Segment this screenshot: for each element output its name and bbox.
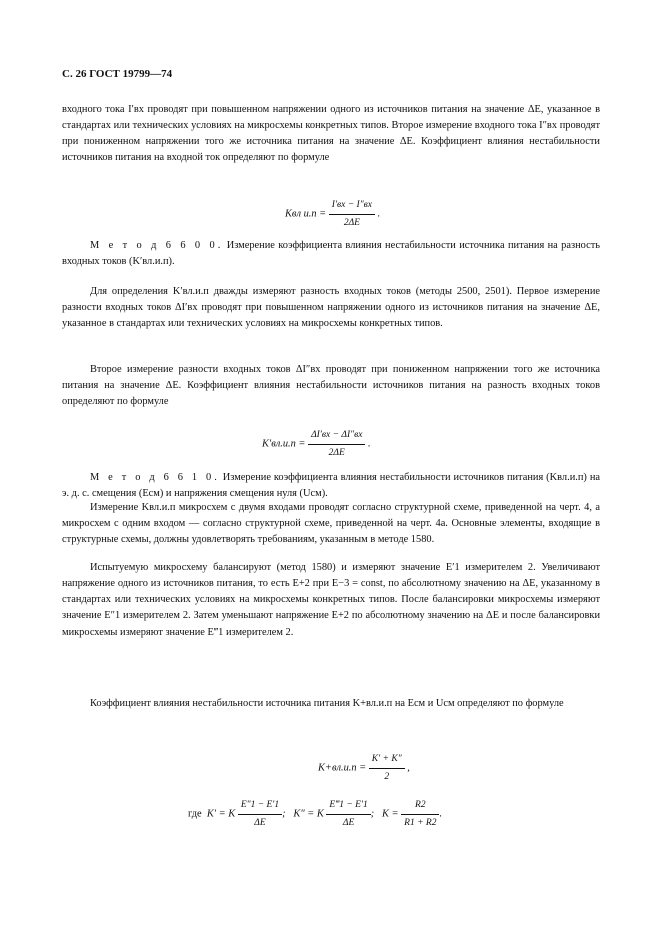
paragraph-difference-definition: Для определения K′вл.и.п дважды измеряют разность входных токов (методы 2500, 2501). Первое измерение разности входных токов ΔI′вх проводят при повышенном напряжении одного из источников питания на значение ΔE, указанное в стандартах или технических условиях на микросхемы конкретных типов. (62, 286, 600, 330)
formula-difference-coefficient (262, 428, 371, 460)
method-6600-text: Измерение коэффициента влияния нестабильности источника питания на разность входных токов (K′вл.и.п). (62, 240, 600, 268)
formula-denominator: 2 (384, 771, 390, 782)
k-double-prime-numerator: E‴1 − E′1 (326, 798, 370, 815)
paragraph-coefficient-intro: Коэффициент влияния нестабильности источника питания K+вл.и.п на Eсм и Uсм определяют по формуле (90, 698, 564, 709)
formula-fraction (308, 428, 365, 460)
paragraph-method-6600 (62, 238, 600, 270)
k-prime-denominator: ΔE (254, 817, 266, 828)
k-lhs: K = (382, 808, 399, 820)
k-prime-numerator: E″1 − E′1 (238, 798, 282, 815)
formula-numerator: I′вх − I″вх (329, 198, 375, 215)
where-label: где (188, 808, 202, 820)
k-prime-tail: ; (282, 808, 286, 820)
k-double-prime-fraction (326, 798, 370, 830)
paragraph-balancing: Испытуемую микросхему балансируют (метод 1580) и измеряют значение E′1 измерителем 2. Увеличивают напряжение одного из источников питания, то есть E+2 при E−3 = const, по абсолютному значению на ΔE, указанному в стандартах или технических условиях на микросхемы конкретных типов. После балансировки микросхемы измеряют значение E″1 измерителем 2. Затем уменьшают напряжение E+2 по абсолютному значению на ΔE и после балансировки микросхемы измеряют значение E‴1 измерителем 2. (62, 562, 600, 638)
formula-denominator: 2ΔE (343, 217, 360, 228)
method-6610-text: Измерение коэффициента влияния нестабильности источников питания (Kвл.и.п) на э. д. с. смещения (Eсм) и напряжения смещения нуля (Uсм). (62, 472, 600, 500)
k-fraction (401, 798, 439, 830)
k-denominator: R1 + R2 (404, 817, 437, 828)
k-double-prime-tail: ; (370, 808, 375, 820)
formula-fraction (329, 198, 375, 230)
paragraph-second-measurement: Второе измерение разности входных токов ΔI″вх проводят при пониженном напряжении того же источника питания на значение ΔE. Коэффициент влияния нестабильности источников питания на разность входных токов определяют по формуле (62, 364, 600, 408)
k-double-prime-lhs: K″ = K (293, 808, 324, 820)
method-6610-title: М е т о д 6 6 1 0. (90, 472, 220, 483)
formula-tail: , (407, 762, 410, 774)
formula-numerator: K′ + K″ (369, 752, 405, 769)
formula-tail: . (368, 438, 371, 450)
method-6600-title: М е т о д 6 6 0 0. (90, 240, 224, 251)
formula-k-plus (318, 752, 410, 784)
k-prime-fraction (238, 798, 282, 830)
paragraph-input-current: входного тока I′вх проводят при повышенном напряжении одного из источников питания на значение ΔE, указанное в стандартах или технических условиях на микросхемы конкретных типов. Второе измерение входного тока I″вх проводят при пониженном напряжении того же источника питания на значение ΔE. Коэффициент влияния нестабильности источников питания на входной ток определяют по формуле (62, 104, 600, 164)
k-double-prime-denominator: ΔE (342, 817, 355, 828)
paragraph-method-6610 (62, 470, 600, 502)
formula-tail: . (377, 208, 381, 220)
formula-lhs: Kвл и.п = (285, 208, 327, 220)
k-prime-lhs: K′ = K (206, 808, 236, 820)
formula-definitions (188, 798, 442, 830)
k-tail: . (439, 808, 443, 820)
formula-fraction (369, 752, 405, 784)
formula-numerator: ΔI′вх − ΔI″вх (308, 428, 365, 445)
formula-input-current-coefficient (285, 198, 380, 230)
formula-lhs: K′вл.и.п = (262, 438, 306, 450)
paragraph-schematic: Измерение Kвл.и.п микросхем с двумя входами проводят согласно структурной схеме, приведенной на черт. 4, а микросхем с одним входом — согласно структурной схеме, приведенной на черт. 4а. Основные элементы, входящие в структурные схемы, должны удовлетворять требованиям, указанным в методе 1580. (62, 502, 600, 546)
page-header: С. 26 ГОСТ 19799—74 (62, 68, 173, 80)
formula-lhs: K+вл.и.п = (318, 762, 367, 774)
k-numerator: R2 (401, 798, 439, 815)
formula-denominator: 2ΔE (328, 447, 345, 458)
